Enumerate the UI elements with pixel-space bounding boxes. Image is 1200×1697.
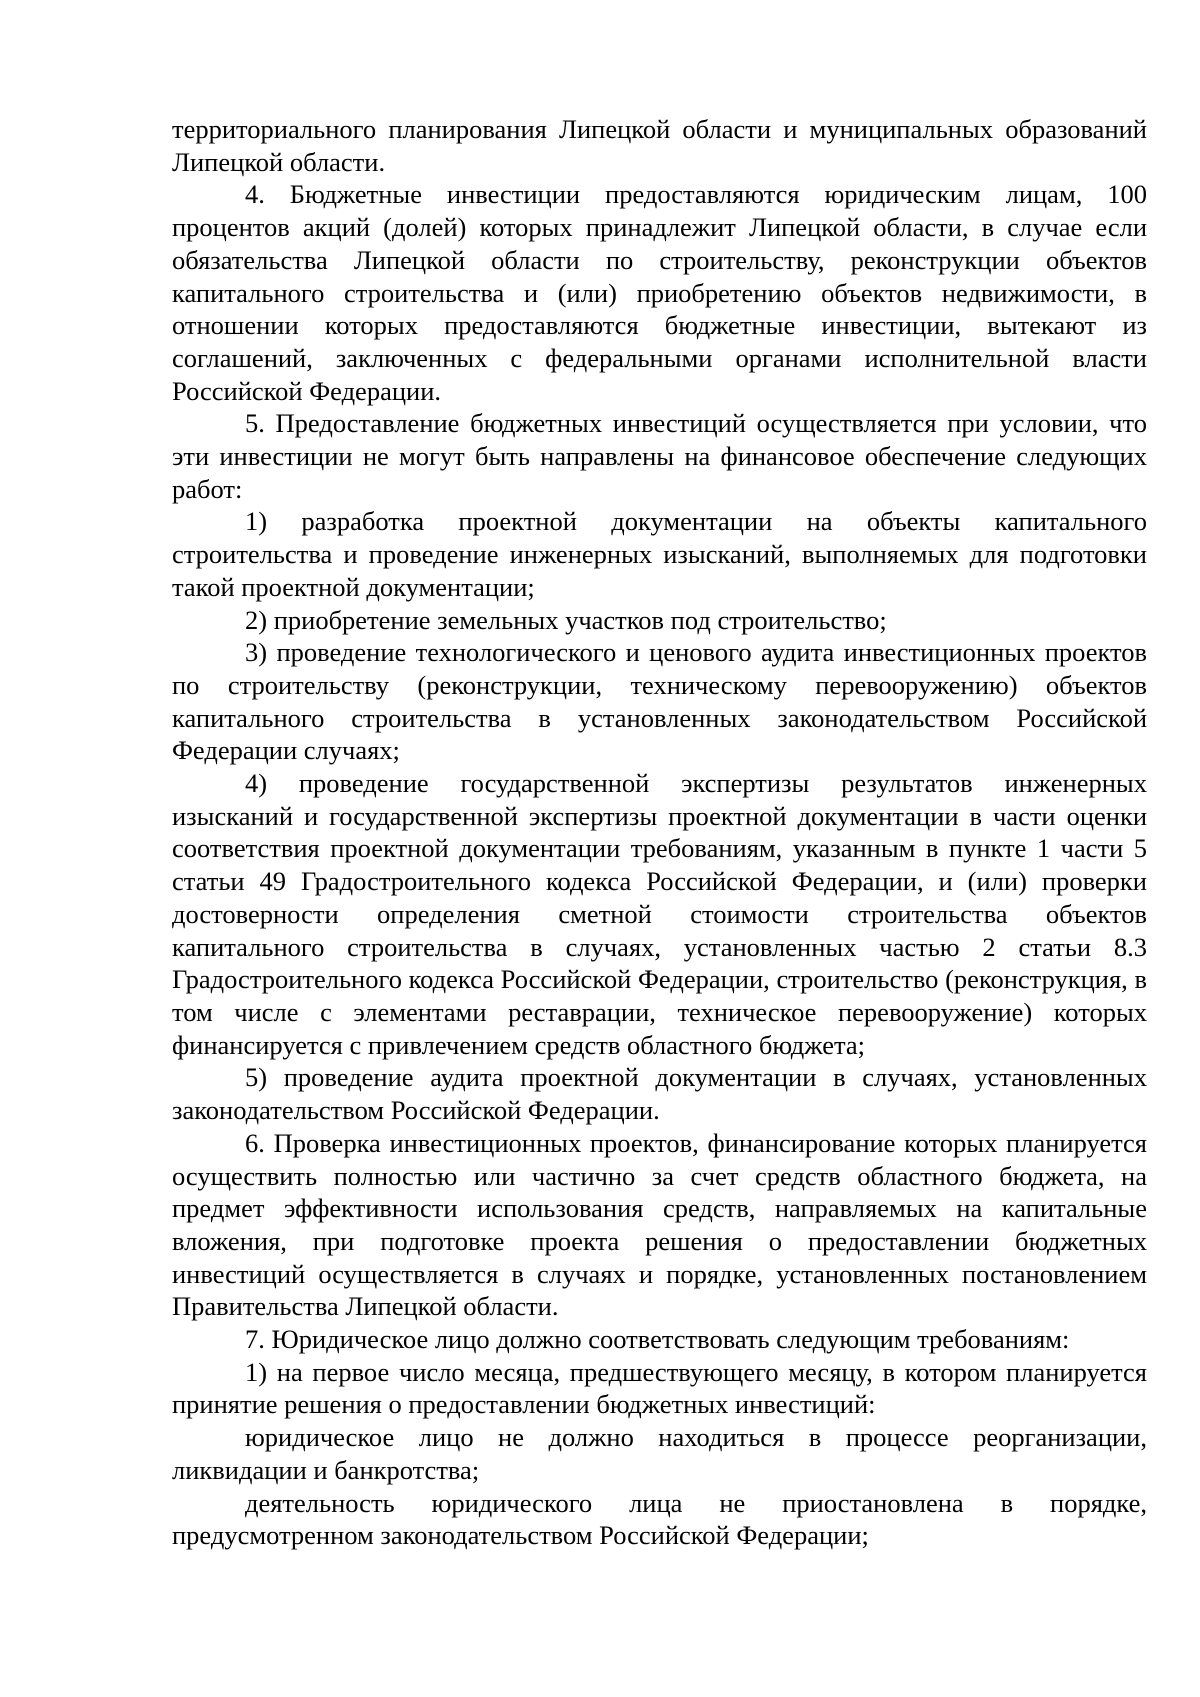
subitem-5-3: 3) проведение технологического и ценового аудита инвестиционных проектов по строительству (реконструкции, техническому перевооружению) объектов капитального строительства в установленных законодательством Российской Федерации случаях; bbox=[172, 637, 1147, 766]
paragraph-continuation: территориального планирования Липецкой области и муниципальных образований Липецкой области. bbox=[172, 114, 1147, 177]
subitem-5-5: 5) проведение аудита проектной документации в случаях, установленных законодательством Российской Федерации. bbox=[172, 1062, 1147, 1126]
requirement-activity: деятельность юридического лица не приостановлена в порядке, предусмотренном законодательством Российской Федерации; bbox=[172, 1487, 1147, 1551]
paragraph-item-6: 6. Проверка инвестиционных проектов, финансирование которых планируется осуществить полностью или частично за счет средств областного бюджета, на предмет эффективности использования средств, направляемых на капитальные вложения, при подготовке проекта решения о предоставлении бюджетных инвестиций осуществляется в случаях и порядке, установленных постановлением Правительства Липецкой области. bbox=[172, 1127, 1147, 1322]
document-body bbox=[172, 113, 1147, 1552]
subitem-7-1: 1) на первое число месяца, предшествующего месяцу, в котором планируется принятие решения о предоставлении бюджетных инвестиций: bbox=[172, 1356, 1147, 1420]
subitem-5-1: 1) разработка проектной документации на объекты капитального строительства и проведение инженерных изысканий, выполняемых для подготовки такой проектной документации; bbox=[172, 506, 1147, 602]
requirement-reorganization: юридическое лицо не должно находиться в процессе реорганизации, ликвидации и банкротства; bbox=[172, 1422, 1147, 1485]
paragraph-item-7: 7. Юридическое лицо должно соответствовать следующим требованиям: bbox=[245, 1324, 1070, 1355]
paragraph-item-4: 4. Бюджетные инвестиции предоставляются юридическим лицам, 100 процентов акций (долей) которых принадлежит Липецкой области, в случае если обязательства Липецкой области по строительству, реконструкции объектов капитального строительства и (или) приобретению объектов недвижимости, в отношении которых предоставляются бюджетные инвестиции, вытекают из соглашений, заключенных с федеральными органами исполнительной власти Российской Федерации. bbox=[172, 179, 1147, 406]
paragraph-item-5: 5. Предоставление бюджетных инвестиций осуществляется при условии, что эти инвестиции не могут быть направлены на финансовое обеспечение следующих работ: bbox=[172, 408, 1147, 504]
subitem-5-4: 4) проведение государственной экспертизы результатов инженерных изысканий и государственной экспертизы проектной документации в части оценки соответствия проектной документации требованиям, указанным в пункте 1 части 5 статьи 49 Градостроительного кодекса Российской Федерации, и (или) проверки достоверности определения сметной стоимости строительства объектов капитального строительства в случаях, установленных частью 2 статьи 8.3 Градостроительного кодекса Российской Федерации, строительство (реконструкция, в том числе с элементами реставрации, техническое перевооружение) которых финансируется с привлечением средств областного бюджета; bbox=[172, 768, 1147, 1060]
subitem-5-2: 2) приобретение земельных участков под строительство; bbox=[245, 604, 887, 635]
